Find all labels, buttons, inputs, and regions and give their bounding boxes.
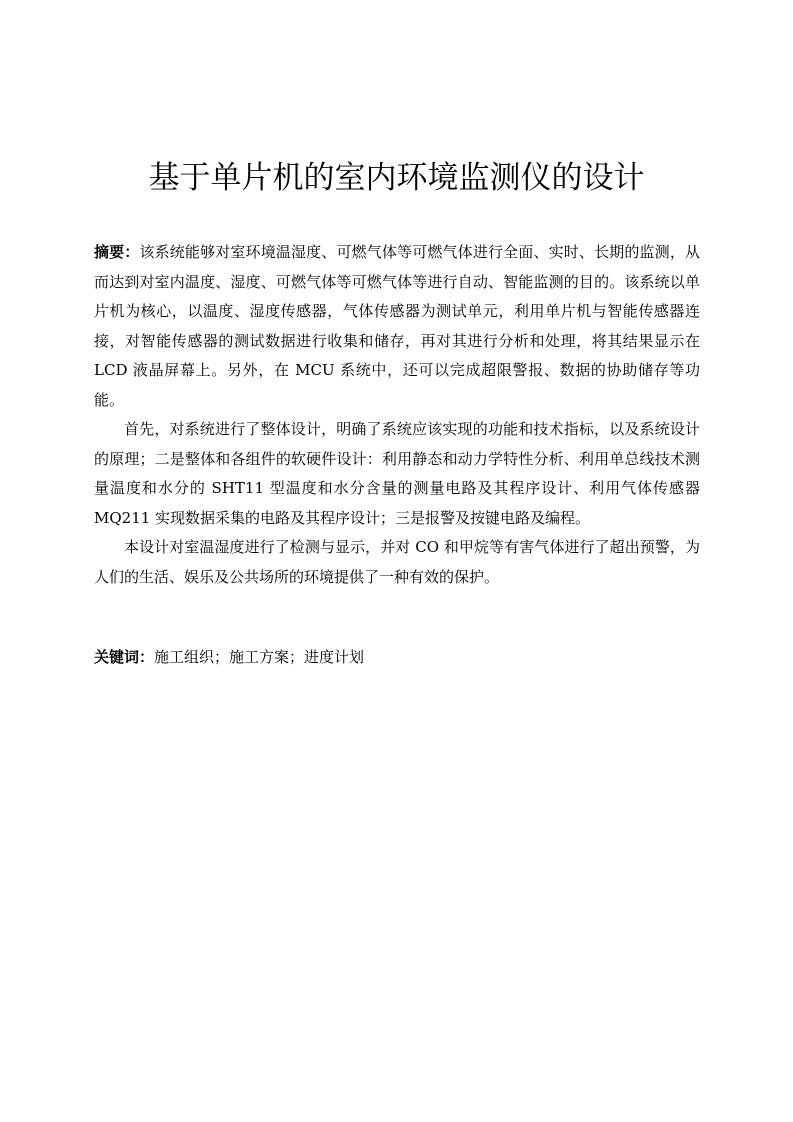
body-paragraph-2: 首先，对系统进行了整体设计，明确了系统应该实现的功能和技术指标，以及系统设计的原理；二是整体和各组件的软硬件设计：利用静态和动力学特性分析、利用单总线技术测量温度和水分的 SHT11 型温度和水分含量的测量电路及其程序设计、利用气体传感器 MQ211 实现数据采集的电路及其程序设计；三是报警及按键电路及编程。 <box>94 420 700 527</box>
abstract-label: 摘要： <box>94 243 140 261</box>
abstract-paragraph <box>94 238 700 415</box>
body-paragraph-3: 本设计对室温湿度进行了检测与显示，并对 CO 和甲烷等有害气体进行了超出预警，为人们的生活、娱乐及公共场所的环境提供了一种有效的保护。 <box>94 538 700 586</box>
abstract-text: 该系统能够对室环境温湿度、可燃气体等可燃气体进行全面、实时、长期的监测，从而达到对室内温度、湿度、可燃气体等可燃气体等进行自动、智能监测的目的。该系统以单片机为核心，以温度、湿度传感器，气体传感器为测试单元，利用单片机与智能传感器连接，对智能传感器的测试数据进行收集和储存，再对其进行分析和处理，将其结果显示在 LCD 液晶屏幕上。另外，在 MCU 系统中，还可以完成超限警报、数据的协助储存等功能。 <box>94 243 700 409</box>
document-title: 基于单片机的室内环境监测仪的设计 <box>148 160 645 196</box>
keywords-line <box>94 643 700 673</box>
keywords-text: 施工组织；施工方案；进度计划 <box>154 648 365 666</box>
keywords-label: 关键词： <box>94 648 155 666</box>
